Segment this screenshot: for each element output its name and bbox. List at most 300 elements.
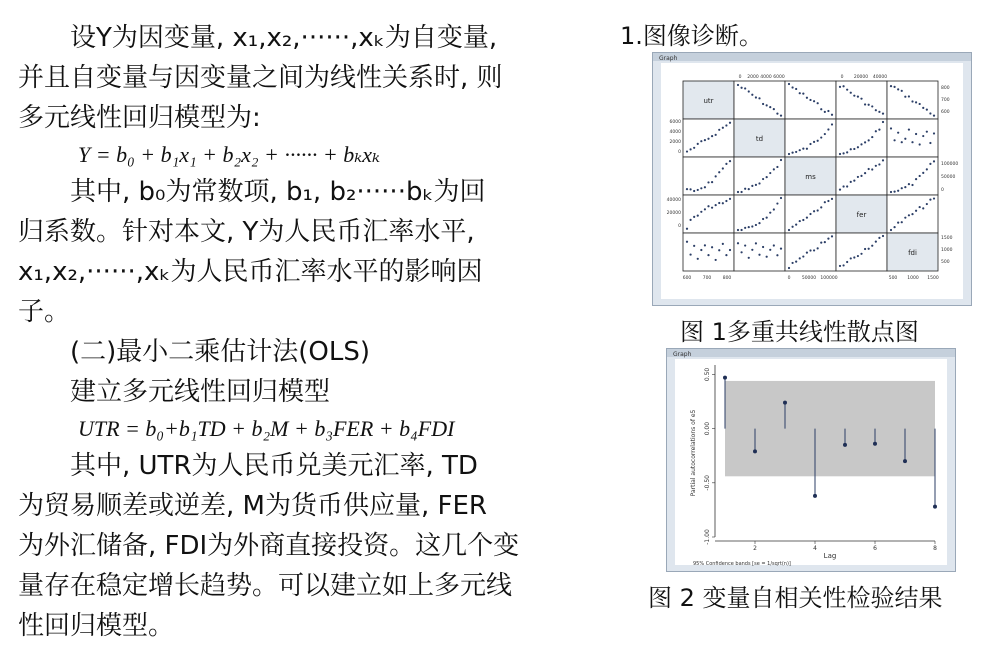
scatter-point xyxy=(737,191,739,193)
tick-label: 700 xyxy=(702,276,712,281)
scatter-point xyxy=(795,224,797,226)
scatter-matrix-figure xyxy=(652,52,972,306)
scatter-point xyxy=(725,163,727,165)
scatter-point xyxy=(707,138,709,140)
matrix-cell xyxy=(785,119,836,157)
scatter-point xyxy=(686,150,688,152)
scatter-point xyxy=(827,128,829,130)
variable-label: td xyxy=(755,135,764,143)
tick-label: 800 xyxy=(722,276,732,281)
tick-label: 50000 xyxy=(801,276,817,281)
scatter-point xyxy=(860,98,862,100)
scatter-point xyxy=(806,97,808,99)
scatter-point xyxy=(704,139,706,141)
scatter-point xyxy=(850,257,852,259)
paragraph-line: 子。 xyxy=(18,297,71,327)
scatter-point xyxy=(718,129,720,131)
scatter-point xyxy=(842,85,844,87)
paragraph-line: 其中, b₀为常数项, b₁, b₂······bₖ为回 xyxy=(70,177,486,207)
scatter-point xyxy=(799,257,801,259)
scatter-point xyxy=(860,143,862,145)
scatter-point xyxy=(831,235,833,237)
tick-label: 20000 xyxy=(666,211,681,216)
scatter-point xyxy=(817,247,819,249)
scatter-point xyxy=(758,97,760,99)
scatter-point xyxy=(809,213,811,215)
scatter-point xyxy=(842,185,844,187)
scatter-point xyxy=(926,109,928,111)
figure-2-caption: 图 2 变量自相关性检验结果 xyxy=(648,584,943,612)
scatter-point xyxy=(711,181,713,183)
scatter-point xyxy=(740,229,742,231)
paragraph-line: 性回归模型。 xyxy=(18,611,175,641)
scatter-point xyxy=(922,135,924,137)
scatter-point xyxy=(901,187,903,189)
pacf-point xyxy=(843,443,847,447)
scatter-point xyxy=(755,184,757,186)
scatter-point xyxy=(744,87,746,89)
scatter-point xyxy=(744,188,746,190)
equation-model: UTR = b₀+b₁TD + b₂M + b₃FER + b₄FDI xyxy=(78,416,455,441)
variable-label: fer xyxy=(856,211,867,219)
subheading: 建立多元线性回归模型 xyxy=(70,377,331,407)
scatter-point xyxy=(915,101,917,103)
scatter-point xyxy=(820,206,822,208)
window-label: Graph xyxy=(659,55,678,62)
scatter-point xyxy=(711,207,713,209)
tick-label: 0 xyxy=(941,188,944,193)
scatter-point xyxy=(882,121,884,123)
scatter-point xyxy=(795,151,797,153)
scatter-point xyxy=(700,140,702,142)
scatter-point xyxy=(878,163,880,165)
scatter-point xyxy=(788,229,790,231)
paragraph-line: 多元线性回归模型为: xyxy=(18,103,261,133)
scatter-point xyxy=(919,143,921,145)
scatter-point xyxy=(875,241,877,243)
scatter-point xyxy=(926,203,928,205)
scatter-point xyxy=(842,264,844,266)
scatter-point xyxy=(725,254,727,256)
scatter-point xyxy=(755,96,757,98)
pacf-point xyxy=(753,449,757,453)
paragraph-line: 为贸易顺差或逆差, M为货币供应量, FER xyxy=(18,491,487,521)
scatter-point xyxy=(864,103,866,105)
scatter-point xyxy=(911,184,913,186)
scatter-point xyxy=(911,100,913,102)
scatter-point xyxy=(853,95,855,97)
scatter-point xyxy=(908,214,910,216)
scatter-point xyxy=(864,248,866,250)
scatter-point xyxy=(693,190,695,192)
scatter-point xyxy=(926,131,928,133)
tick-label: 500 xyxy=(888,276,898,281)
tick-label: 1000 xyxy=(907,276,919,281)
scatter-point xyxy=(758,182,760,184)
scatter-point xyxy=(751,94,753,96)
scatter-point xyxy=(813,210,815,212)
scatter-point xyxy=(875,109,877,111)
scatter-point xyxy=(689,219,691,221)
scatter-point xyxy=(795,261,797,263)
pacf-point xyxy=(783,401,787,405)
pacf-svg xyxy=(667,349,955,571)
scatter-point xyxy=(711,246,713,248)
tick-label: 600 xyxy=(941,110,950,115)
scatter-point xyxy=(871,245,873,247)
scatter-point xyxy=(725,124,727,126)
tick-label: 1000 xyxy=(941,248,953,253)
scatter-point xyxy=(919,175,921,177)
scatter-point xyxy=(715,259,717,261)
tick-label: 700 xyxy=(941,98,950,103)
tick-label: 0 xyxy=(787,276,791,281)
scatter-point xyxy=(769,249,771,251)
tick-label: 0 xyxy=(678,150,681,155)
scatter-point xyxy=(868,104,870,106)
scatter-point xyxy=(780,197,782,199)
scatter-point xyxy=(868,139,870,141)
scatter-point xyxy=(748,226,750,228)
scatter-point xyxy=(890,85,892,87)
scatter-point xyxy=(809,249,811,251)
scatter-point xyxy=(748,188,750,190)
y-tick-label: 0.50 xyxy=(704,367,711,382)
tick-label: 4000 xyxy=(760,75,772,80)
scatter-point xyxy=(897,132,899,134)
scatter-point xyxy=(846,261,848,263)
scatter-point xyxy=(846,89,848,91)
scatter-point xyxy=(802,255,804,257)
scatter-point xyxy=(824,133,826,135)
scatter-point xyxy=(919,103,921,105)
section-heading: (二)最小二乘估计法(OLS) xyxy=(70,337,371,367)
x-axis-label: Lag xyxy=(823,552,837,560)
scatter-point xyxy=(751,249,753,251)
matrix-cell xyxy=(734,195,785,233)
scatter-point xyxy=(817,140,819,142)
tick-label: 1500 xyxy=(927,276,939,281)
scatter-point xyxy=(839,86,841,88)
tick-label: 800 xyxy=(941,86,950,91)
scatter-point xyxy=(802,219,804,221)
scatter-point xyxy=(842,152,844,154)
scatter-point xyxy=(857,255,859,257)
scatter-point xyxy=(846,185,848,187)
scatter-point xyxy=(722,202,724,204)
scatter-point xyxy=(740,87,742,89)
scatter-point xyxy=(857,176,859,178)
tick-label: 4000 xyxy=(669,130,681,135)
scatter-point xyxy=(791,151,793,153)
variable-label: utr xyxy=(703,97,714,105)
scatter-point xyxy=(707,205,709,207)
scatter-point xyxy=(857,146,859,148)
scatter-point xyxy=(715,175,717,177)
scatter-point xyxy=(755,242,757,244)
body-text xyxy=(18,18,578,646)
scatter-point xyxy=(908,128,910,130)
scatter-point xyxy=(715,134,717,136)
scatter-point xyxy=(850,92,852,94)
scatter-point xyxy=(762,178,764,180)
scatter-point xyxy=(904,96,906,98)
scatter-point xyxy=(718,171,720,173)
scatter-point xyxy=(773,208,775,210)
scatter-point xyxy=(722,243,724,245)
scatter-point xyxy=(864,141,866,143)
scatter-point xyxy=(908,95,910,97)
scatter-point xyxy=(686,241,688,243)
scatter-point xyxy=(776,202,778,204)
scatter-point xyxy=(769,172,771,174)
scatter-point xyxy=(871,136,873,138)
scatter-point xyxy=(809,99,811,101)
scatter-point xyxy=(799,92,801,94)
scatter-point xyxy=(882,113,884,115)
scatter-point xyxy=(813,249,815,251)
scatter-point xyxy=(748,257,750,259)
paragraph-line: x₁,x₂,······,xₖ为人民币汇率水平的影响因 xyxy=(18,257,483,287)
scatter-point xyxy=(926,168,928,170)
scatter-point xyxy=(729,122,731,124)
y-tick-label: -0.50 xyxy=(704,475,711,491)
scatter-point xyxy=(715,204,717,206)
scatter-point xyxy=(839,265,841,267)
scatter-point xyxy=(878,111,880,113)
tick-label: 6000 xyxy=(669,120,681,125)
scatter-point xyxy=(904,186,906,188)
scatter-point xyxy=(857,96,859,98)
x-tick-label: 8 xyxy=(933,545,937,552)
scatter-point xyxy=(744,244,746,246)
scatter-point xyxy=(788,83,790,85)
matrix-cell xyxy=(683,233,734,271)
note-label: 95% Confidence bands [se = 1/sqrt(n)] xyxy=(693,561,791,567)
tick-label: 0 xyxy=(678,224,681,229)
scatter-point xyxy=(693,245,695,247)
scatter-point xyxy=(729,198,731,200)
scatter-point xyxy=(725,200,727,202)
scatter-point xyxy=(864,172,866,174)
scatter-point xyxy=(788,267,790,269)
tick-label: 20000 xyxy=(853,75,869,80)
scatter-point xyxy=(839,153,841,155)
scatter-point xyxy=(762,246,764,248)
scatter-point xyxy=(817,102,819,104)
scatter-point xyxy=(897,88,899,90)
y-tick-label: -1.00 xyxy=(704,529,711,545)
scatter-point xyxy=(718,202,720,204)
scatter-point xyxy=(908,183,910,185)
tick-label: 40000 xyxy=(666,198,681,203)
scatter-point xyxy=(853,180,855,182)
scatter-point xyxy=(773,244,775,246)
scatter-matrix-svg xyxy=(653,53,971,305)
scatter-point xyxy=(697,189,699,191)
tick-label: 2000 xyxy=(669,140,681,145)
scatter-point xyxy=(922,207,924,209)
scatter-point xyxy=(751,185,753,187)
scatter-point xyxy=(737,242,739,244)
scatter-point xyxy=(839,189,841,191)
scatter-point xyxy=(809,143,811,145)
scatter-point xyxy=(846,151,848,153)
scatter-point xyxy=(897,190,899,192)
scatter-point xyxy=(780,159,782,161)
scatter-point xyxy=(700,211,702,213)
scatter-point xyxy=(740,191,742,193)
scatter-point xyxy=(853,148,855,150)
scatter-point xyxy=(904,217,906,219)
scatter-point xyxy=(806,148,808,150)
scatter-point xyxy=(827,238,829,240)
scatter-point xyxy=(766,176,768,178)
scatter-point xyxy=(933,115,935,117)
pacf-point xyxy=(723,376,727,380)
scatter-point xyxy=(780,248,782,250)
scatter-point xyxy=(766,104,768,106)
pacf-point xyxy=(933,505,937,509)
scatter-point xyxy=(890,127,892,129)
equation-general: Y = b₀ + b₁x₁ + b₂x₂ + ······ + bₖxₖ xyxy=(78,142,381,167)
scatter-point xyxy=(831,198,833,200)
scatter-point xyxy=(929,112,931,114)
variable-label: fdi xyxy=(908,249,917,257)
scatter-point xyxy=(824,111,826,113)
scatter-point xyxy=(813,141,815,143)
tick-label: 40000 xyxy=(872,75,888,80)
paragraph-line: 设Y为因变量, x₁,x₂,······,xₖ为自变量, xyxy=(70,23,498,53)
scatter-point xyxy=(766,217,768,219)
scatter-point xyxy=(806,217,808,219)
tick-label: 50000 xyxy=(941,175,956,180)
scatter-point xyxy=(788,153,790,155)
scatter-point xyxy=(791,86,793,88)
paragraph-line: 归系数。针对本文, Y为人民币汇率水平, xyxy=(18,217,475,247)
scatter-point xyxy=(791,226,793,228)
pacf-point xyxy=(873,442,877,446)
scatter-point xyxy=(890,191,892,193)
scatter-point xyxy=(893,139,895,141)
scatter-point xyxy=(915,210,917,212)
scatter-point xyxy=(693,147,695,149)
scatter-point xyxy=(875,130,877,132)
variable-label: ms xyxy=(805,173,816,181)
scatter-point xyxy=(933,197,935,199)
scatter-point xyxy=(799,220,801,222)
scatter-point xyxy=(722,167,724,169)
x-tick-label: 2 xyxy=(753,545,757,552)
tick-label: 600 xyxy=(682,276,692,281)
scatter-point xyxy=(878,129,880,131)
scatter-point xyxy=(911,213,913,215)
scatter-point xyxy=(758,254,760,256)
scatter-point xyxy=(901,141,903,143)
scatter-point xyxy=(875,165,877,167)
scatter-point xyxy=(762,218,764,220)
scatter-point xyxy=(901,221,903,223)
scatter-point xyxy=(795,88,797,90)
matrix-cell xyxy=(734,157,785,195)
scatter-point xyxy=(722,127,724,129)
scatter-point xyxy=(878,237,880,239)
paragraph-line: 为外汇储备, FDI为外商直接投资。这几个变 xyxy=(18,531,520,561)
x-tick-label: 4 xyxy=(813,545,817,552)
paragraph-line: 其中, UTR为人民币兑美元汇率, TD xyxy=(70,451,478,481)
scatter-point xyxy=(868,168,870,170)
scatter-point xyxy=(893,191,895,193)
scatter-point xyxy=(919,206,921,208)
scatter-point xyxy=(737,84,739,86)
scatter-point xyxy=(769,212,771,214)
pacf-figure xyxy=(666,348,956,572)
scatter-point xyxy=(827,200,829,202)
scatter-point xyxy=(813,100,815,102)
matrix-cell xyxy=(887,157,938,195)
scatter-point xyxy=(799,149,801,151)
scatter-point xyxy=(697,215,699,217)
scatter-point xyxy=(762,103,764,105)
x-tick-label: 6 xyxy=(873,545,877,552)
scatter-point xyxy=(686,188,688,190)
scatter-point xyxy=(704,208,706,210)
scatter-point xyxy=(933,160,935,162)
scatter-point xyxy=(791,262,793,264)
scatter-point xyxy=(831,114,833,116)
scatter-point xyxy=(827,110,829,112)
scatter-point xyxy=(893,226,895,228)
scatter-point xyxy=(850,181,852,183)
scatter-point xyxy=(911,141,913,143)
scatter-point xyxy=(922,172,924,174)
scatter-point xyxy=(707,254,709,256)
scatter-point xyxy=(904,138,906,140)
tick-label: 500 xyxy=(941,260,950,265)
scatter-point xyxy=(769,106,771,108)
paragraph-line: 量存在稳定增长趋势。可以建立如上多元线 xyxy=(18,571,513,601)
scatter-point xyxy=(860,253,862,255)
tick-label: 100000 xyxy=(820,276,838,281)
scatter-point xyxy=(901,90,903,92)
scatter-point xyxy=(882,159,884,161)
scatter-point xyxy=(893,86,895,88)
pacf-point xyxy=(813,494,817,498)
y-axis-label: Partial autocorrelations of e5 xyxy=(690,409,697,497)
scatter-point xyxy=(704,244,706,246)
scatter-point xyxy=(751,225,753,227)
y-tick-label: 0.00 xyxy=(704,421,711,436)
scatter-point xyxy=(773,108,775,110)
scatter-point xyxy=(748,90,750,92)
scatter-point xyxy=(718,249,720,251)
matrix-cell xyxy=(887,119,938,157)
figures-column xyxy=(620,18,990,612)
scatter-point xyxy=(824,241,826,243)
scatter-point xyxy=(776,166,778,168)
scatter-point xyxy=(831,123,833,125)
scatter-point xyxy=(776,113,778,115)
scatter-point xyxy=(766,256,768,258)
scatter-point xyxy=(929,199,931,201)
tick-label: 0 xyxy=(840,75,844,80)
tick-label: 0 xyxy=(738,75,742,80)
scatter-point xyxy=(697,258,699,260)
scatter-point xyxy=(890,229,892,231)
window-titlebar xyxy=(667,349,955,357)
tick-label: 1500 xyxy=(941,236,953,241)
matrix-cell xyxy=(836,119,887,157)
